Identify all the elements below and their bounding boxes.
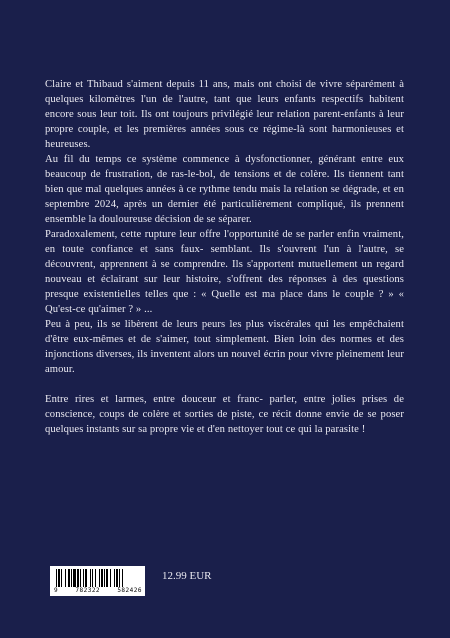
barcode-bar: [85, 569, 87, 587]
barcode-bar: [99, 569, 100, 587]
barcode-left-group: 782322: [75, 587, 101, 594]
barcode-bar: [110, 569, 111, 587]
barcode-bar: [71, 569, 72, 587]
barcode-digits: [54, 587, 142, 594]
barcode-bar: [80, 569, 81, 587]
blurb-paragraph-5: Entre rires et larmes, entre douceur et franc- parler, entre jolies prises de conscience, coups de colère et sorties de piste, ce récit donne envie de se poser quelques instants sur sa propre vie et d'en nettoyer tout ce qui la parasite !: [45, 394, 404, 435]
blurb-paragraph-3: Paradoxalement, cette rupture leur offre l'opportunité de se parler enfin vraiment, en toute confiance et sans faux- semblant. Ils s'ouvrent l'un à l'autre, se découvrent, apprennent à se comprendre. Ils s'apportent mutuellement un regard nouveau et éclairant sur leur histoire, s'offrent des réponses à des questions presque existentielles telles que : « Quelle est ma place dans le couple ? » « Qu'est-ce qu'aimer ? » ...: [45, 229, 404, 315]
barcode-bar: [83, 569, 84, 587]
barcode-right-group: 582426: [117, 587, 142, 594]
barcode-bar: [90, 569, 91, 587]
barcode-bar: [101, 569, 103, 587]
barcode-first-digit: 9: [54, 587, 59, 594]
barcode-bar: [119, 569, 120, 587]
barcode-bars: [56, 569, 139, 587]
barcode-bar: [56, 569, 57, 587]
blurb-paragraph-2: Au fil du temps ce système commence à dysfonctionner, générant entre eux beaucoup de frustration, de ras-le-bol, de tensions et de colère. Ils tiennent tant bien que mal quelques années à ce rythme tendu mais la relation se dégrade, et en septembre 2024, après un dernier été particulièrement compliqué, ils prennent ensemble la douloureuse décision de se séparer.: [45, 154, 404, 225]
back-cover-blurb: [45, 77, 404, 437]
barcode-bar: [116, 569, 118, 587]
barcode-bar: [65, 569, 66, 587]
barcode-bar: [61, 569, 62, 587]
blurb-paragraph-4: Peu à peu, ils se libèrent de leurs peurs les plus viscérales qui les empêchaient d'être eux-mêmes et de s'aimer, tout simplement. Bien loin des normes et des injonctions diverses, ils inventent alors un nouvel écrin pour vivre pleinement leur amour.: [45, 319, 404, 375]
barcode-bar: [106, 569, 108, 587]
barcode-bar: [73, 569, 76, 587]
barcode-bar: [58, 569, 60, 587]
barcode-bar: [77, 569, 79, 587]
barcode-bar: [114, 569, 115, 587]
barcode-bar: [104, 569, 105, 587]
blurb-paragraph-1: Claire et Thibaud s'aiment depuis 11 ans, mais ont choisi de vivre séparément à quelques kilomètres l'un de l'autre, tant que leurs enfants respectifs habitent encore sous leur toit. Ils ont toujours privilégié leur relation parent-enfants à leur propre couple, et les premières années sous ce régime-là sont harmonieuses et heureuses.: [45, 79, 404, 150]
barcode-bar: [122, 569, 123, 587]
barcode-bar: [95, 569, 96, 587]
barcode-bar: [92, 569, 93, 587]
price-label: 12.99 EUR: [162, 570, 212, 582]
barcode-bar: [68, 569, 70, 587]
isbn-barcode: [50, 566, 145, 596]
